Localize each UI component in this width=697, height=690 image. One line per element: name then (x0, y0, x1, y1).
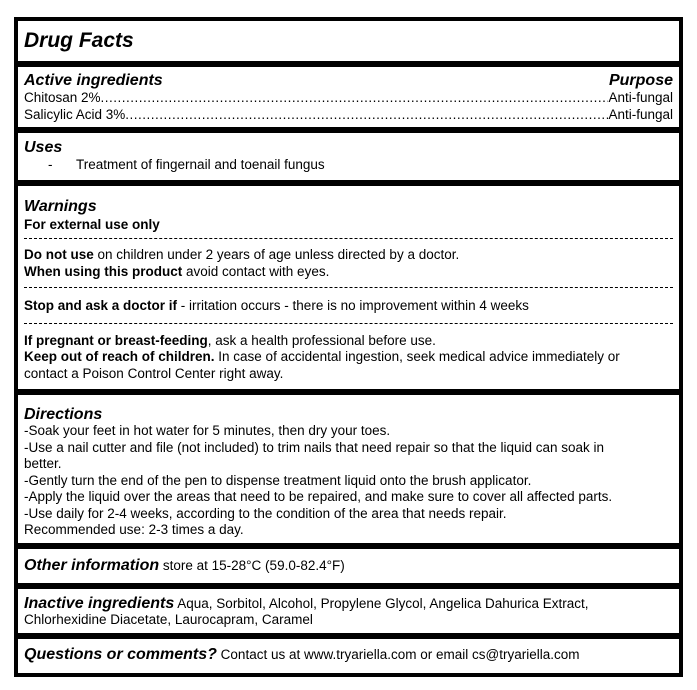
divider (24, 238, 673, 239)
do-not-use-warning: Do not use on children under 2 years of age unless directed by a doctor. (24, 247, 460, 262)
divider (24, 323, 673, 324)
direction-line: -Apply the liquid over the areas that need to be repaired, and make sure to cover all affected parts. (24, 489, 613, 504)
external-use-note: For external use only (24, 217, 160, 232)
ingredient-name: Salicylic Acid 3% (24, 106, 126, 122)
inactive-ingredients-heading: Inactive ingredients (24, 595, 175, 612)
active-ingredients-heading: Active ingredients (24, 72, 163, 89)
uses-heading: Uses (24, 139, 63, 156)
leader-dots (125, 107, 608, 124)
page-title: Drug Facts (24, 29, 134, 52)
directions-section (18, 395, 679, 543)
warnings-heading: Warnings (24, 198, 97, 215)
uses-section (18, 133, 679, 180)
direction-line: -Use a nail cutter and file (not included) to trim nails that need repair so that the liquid can soak in (24, 439, 605, 455)
directions-heading: Directions (24, 406, 103, 423)
ingredient-name: Chitosan 2% (24, 90, 101, 105)
leader-dots (101, 90, 609, 107)
pregnancy-warning: If pregnant or breast-feeding, ask a health professional before use. (24, 332, 436, 348)
warnings-section (18, 186, 679, 389)
direction-line: -Gently turn the end of the pen to dispense treatment liquid onto the brush applicator. (24, 472, 532, 488)
storage-info: store at 15-28°C (59.0-82.4°F) (159, 558, 345, 573)
questions-section (18, 639, 679, 673)
title-section (18, 21, 679, 61)
direction-line: -Use daily for 2-4 weeks, according to the condition of the area that needs repair. (24, 505, 507, 521)
drug-facts-panel (14, 17, 683, 677)
questions-heading: Questions or comments? (24, 646, 217, 663)
active-ingredients-section (18, 67, 679, 127)
direction-line: Recommended use: 2-3 times a day. (24, 522, 244, 537)
ingredient-purpose: Anti-fungal (608, 90, 673, 105)
keep-out-of-reach-warning-cont: contact a Poison Control Center right away. (24, 365, 284, 381)
inactive-ingredients-section (18, 589, 679, 633)
other-information-section (18, 549, 679, 583)
when-using-warning: When using this product avoid contact with eyes. (24, 263, 330, 279)
inactive-ingredients-list-cont: Chlorhexidine Diacetate, Laurocapram, Caramel (24, 612, 313, 627)
contact-info: Contact us at www.tryariella.com or email cs@tryariella.com (216, 647, 580, 662)
active-ingredient-row (24, 90, 673, 107)
active-ingredient-row (24, 107, 673, 124)
uses-item: - Treatment of fingernail and toenail fungus (48, 157, 325, 172)
stop-use-warning: Stop and ask a doctor if - irritation occurs - there is no improvement within 4 weeks (24, 298, 529, 313)
inactive-ingredients-list: Aqua, Sorbitol, Alcohol, Propylene Glycol, Angelica Dahurica Extract, (174, 596, 589, 611)
bullet: - (48, 157, 53, 172)
direction-line: -Soak your feet in hot water for 5 minutes, then dry your toes. (24, 423, 391, 438)
purpose-heading: Purpose (608, 72, 673, 89)
other-information-heading: Other information (24, 557, 160, 574)
direction-line: better. (24, 456, 62, 471)
ingredient-purpose: Anti-fungal (608, 106, 673, 122)
divider (24, 287, 673, 288)
keep-out-of-reach-warning: Keep out of reach of children. In case of accidental ingestion, seek medical advice immediately or (24, 349, 620, 364)
